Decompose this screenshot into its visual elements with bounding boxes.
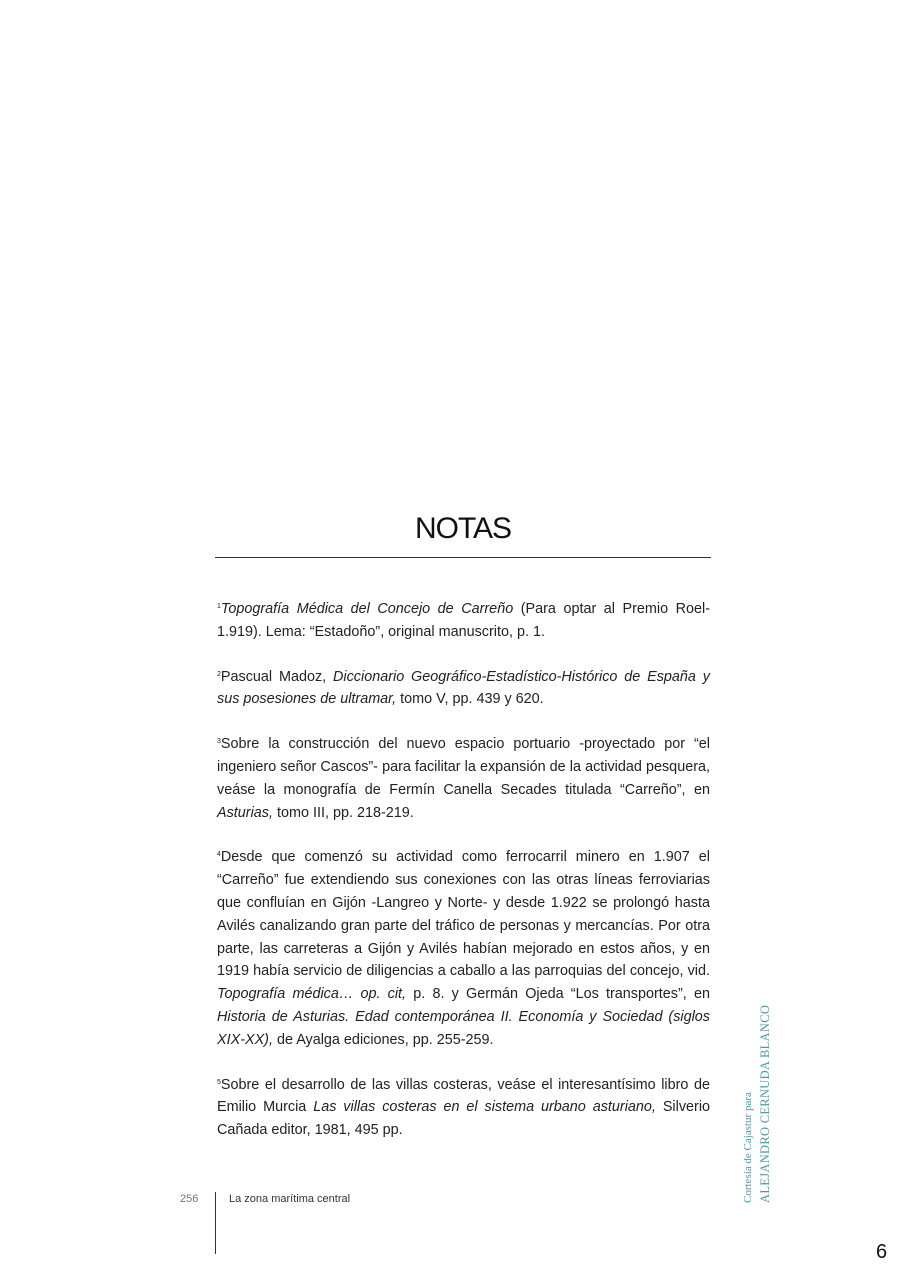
note-text: tomo V, pp. 439 y 620. bbox=[396, 691, 544, 708]
note-text-italic: Las villas costeras en el sistema urbano asturiano, bbox=[313, 1099, 656, 1116]
note-text: tomo III, pp. 218-219. bbox=[272, 804, 414, 821]
note-text: Desde que comenzó su actividad como ferrocarril minero en 1.907 el “Carreño” fue extendiendo sus conexiones con las otras líneas ferroviarias que confluían en Gijón -Langreo y Norte- y desde 1.922 se prolongó hasta Avilés canalizando gran parte del tráfico de personas y mercancías. Por otra parte, las carreteras a Gijón y Avilés habían mejorado en estos años, y en 1919 había servicio de diligencias a caballo a las parroquias del concejo, vid. bbox=[217, 849, 710, 980]
credit-vertical bbox=[740, 1005, 774, 1203]
title-divider bbox=[215, 557, 711, 558]
note-number: 1 bbox=[217, 603, 221, 610]
note-number: 4 bbox=[217, 851, 221, 859]
credit-line-2: ALEJANDRO CERNUDA BLANCO bbox=[758, 1004, 772, 1203]
credit-line-1: Cortesía de Cajastur para bbox=[742, 1092, 754, 1203]
note-text: de Ayalga ediciones, pp. 255-259. bbox=[272, 1031, 494, 1048]
note-text: Sobre el desarrollo de las villas costeras, veáse el interesantísimo libro de Emilio Murcia bbox=[217, 1076, 710, 1116]
note-text: p. 8. y Germán Ojeda “Los transportes”, en bbox=[406, 986, 710, 1003]
note-text-italic: Topografía Médica del Concejo de Carreño bbox=[220, 601, 514, 617]
note-number: 2 bbox=[217, 670, 221, 678]
sheet-number: 6 bbox=[876, 1241, 888, 1263]
page-title: NOTAS bbox=[414, 512, 512, 545]
note-number: 5 bbox=[217, 1078, 221, 1086]
note-4 bbox=[217, 846, 710, 1051]
note-text-italic: Diccionario Geográfico-Estadístico-Histórico de España y sus posesiones de ultramar, bbox=[217, 668, 710, 708]
note-text-italic: Historia de Asturias. Edad contemporánea II. Economía y Sociedad (siglos XIX-XX), bbox=[217, 1008, 710, 1048]
note-3 bbox=[217, 733, 710, 824]
note-text: (Para optar al Premio Roel-1.919). Lema: “Estadoño”, original manuscrito, p. 1. bbox=[217, 601, 710, 640]
note-text: Pascual Madoz, bbox=[220, 668, 334, 685]
note-number: 3 bbox=[217, 738, 221, 746]
footer-divider bbox=[215, 1192, 216, 1254]
note-text-italic: Topografía médica… op. cit, bbox=[217, 986, 407, 1003]
note-text: Silverio Cañada editor, 1981, 495 pp. bbox=[217, 1099, 711, 1139]
note-5 bbox=[217, 1074, 710, 1142]
note-2 bbox=[217, 666, 710, 712]
note-text-italic: Asturias, bbox=[217, 804, 273, 821]
note-1 bbox=[217, 598, 710, 644]
footer-section-title: La zona marítima central bbox=[229, 1193, 351, 1205]
note-text: Sobre la construcción del nuevo espacio portuario -proyectado por “el ingeniero señor Cascos”- para facilitar la expansión de la actividad pesquera, veáse la monografía de Fermín Canella Secades titulada “Carreño”, en bbox=[217, 736, 710, 798]
footer-page-number: 256 bbox=[180, 1193, 199, 1205]
notes-list bbox=[217, 598, 710, 1164]
